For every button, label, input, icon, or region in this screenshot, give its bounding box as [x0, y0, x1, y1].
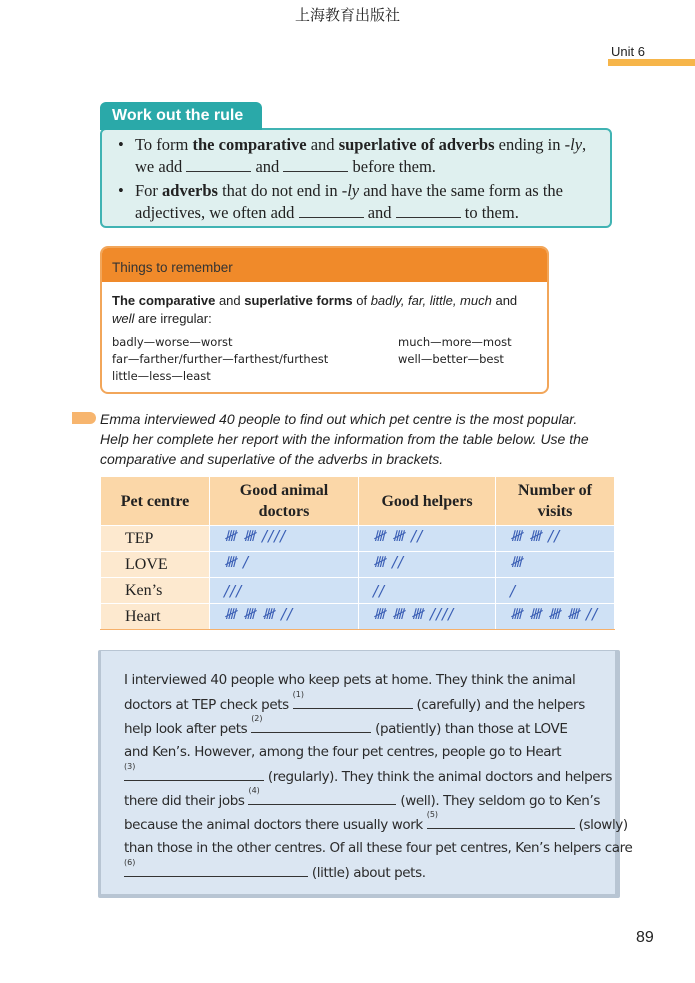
answer-blank-2[interactable]: (2) [251, 720, 371, 733]
publisher-header: 上海教育出版社 [294, 6, 400, 24]
table-header-row [101, 477, 615, 526]
exercise-instructions: Emma interviewed 40 people to find out which pet centre is the most popular. Help her complete her report with the information from the table below. Use the comparative and superlative of the adverbs in brackets. [100, 411, 589, 467]
report-line: because the animal doctors there usually work (5) (slowly) [124, 810, 628, 833]
report-line: help look after pets (2) (patiently) than those at LOVE [124, 714, 568, 737]
answer-blank-6[interactable]: (6) [124, 864, 308, 877]
answer-blank-1[interactable]: (1) [293, 696, 413, 709]
rule-item-2: • For adverbs that do not end in -ly and have the same form as the adjectives, we often add and to them. [118, 181, 563, 222]
header-pet-centre: Pet centre [101, 477, 210, 526]
bullet-icon: • [118, 181, 124, 200]
header-animal-doctors: Good animal doctors [210, 477, 359, 526]
rule-blank-4[interactable] [396, 203, 461, 218]
rule-blank-1[interactable] [186, 157, 251, 172]
rule-blank-3[interactable] [299, 203, 364, 218]
remember-list-left: badly—worse—worst far—farther/further—farthest/furthest little—less—least [112, 335, 329, 383]
answer-blank-3[interactable]: (3) [124, 768, 264, 781]
rule-item-1: • To form the comparative and superlative of adverbs ending in -ly, we add and before them. [118, 135, 587, 176]
exercise-marker [72, 412, 96, 424]
table-row: LOVE 𝍸 / 𝍸 // 𝍸 [101, 552, 615, 578]
report-line: (6) (little) about pets. [124, 858, 426, 881]
table-row: Ken’s /// // / [101, 578, 615, 604]
rule-blank-2[interactable] [283, 157, 348, 172]
report-line: than those in the other centres. Of all these four pet centres, Ken’s helpers care [124, 840, 633, 856]
pet-centre-table [100, 476, 615, 630]
unit-label: Unit 6 [611, 44, 645, 59]
header-visits: Number of visits [496, 477, 615, 526]
remember-box [100, 246, 549, 394]
unit-rule [608, 59, 695, 66]
table-row: Heart 𝍸 𝍸 𝍸 // 𝍸 𝍸 𝍸 //// 𝍸 𝍸 𝍸 𝍸 // [101, 604, 615, 630]
rule-title: Work out the rule [100, 102, 262, 130]
remember-list-right: much—more—most well—better—best [398, 335, 512, 366]
header-helpers: Good helpers [359, 477, 496, 526]
page-number: 89 [636, 929, 654, 946]
answer-blank-5[interactable]: (5) [427, 816, 575, 829]
report-line: there did their jobs (4) (well). They seldom go to Ken’s [124, 786, 600, 809]
report-line: doctors at TEP check pets (1) (carefully) and the helpers [124, 690, 585, 713]
report-line: I interviewed 40 people who keep pets at home. They think the animal [124, 672, 576, 688]
remember-text: The comparative and superlative forms of badly, far, little, much and well are irregular: [112, 293, 518, 326]
bullet-icon: • [118, 135, 124, 154]
report-line: (3) (regularly). They think the animal doctors and helpers [124, 762, 612, 785]
remember-title: Things to remember [102, 248, 547, 282]
report-line: and Ken’s. However, among the four pet centres, people go to Heart [124, 744, 562, 760]
answer-blank-4[interactable]: (4) [248, 792, 396, 805]
table-row: TEP 𝍸 𝍸 //// 𝍸 𝍸 // 𝍸 𝍸 // [101, 526, 615, 552]
